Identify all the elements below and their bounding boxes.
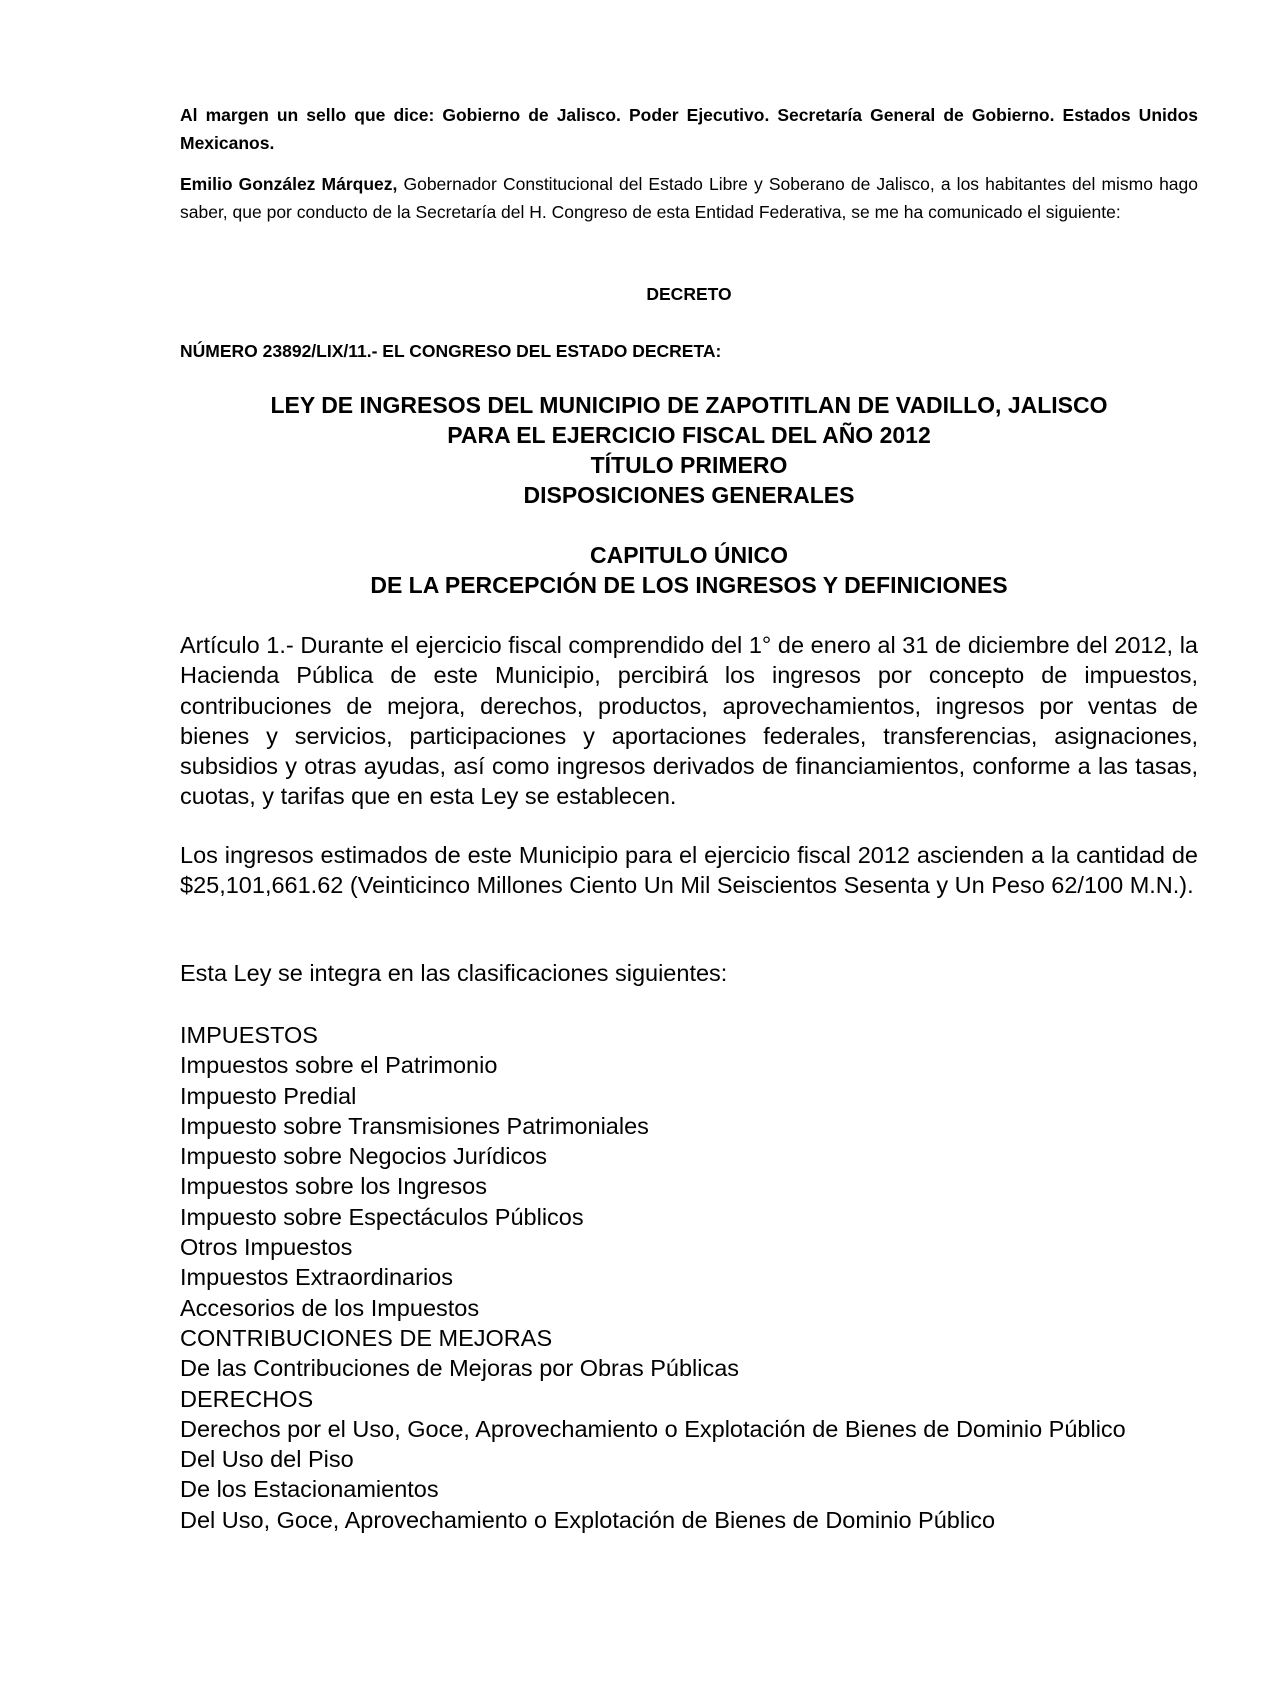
list-item: Derechos por el Uso, Goce, Aprovechamiento o Explotación de Bienes de Dominio Público <box>180 1415 1126 1442</box>
decree-number: NÚMERO 23892/LIX/11.- EL CONGRESO DEL ESTADO DECRETA: <box>180 341 722 361</box>
list-item: De las Contribuciones de Mejoras por Obras Públicas <box>180 1355 740 1382</box>
list-item: Impuesto sobre Negocios Jurídicos <box>180 1143 548 1170</box>
income-estimate: Los ingresos estimados de este Municipio para el ejercicio fiscal 2012 ascienden a la cantidad de $25,101,661.62 (Veinticinco Millones Ciento Un Mil Seiscientos Sesenta y Un Peso 62/100 M.N.). <box>180 842 1198 899</box>
law-title-line-4: DISPOSICIONES GENERALES <box>523 482 855 508</box>
list-item: Impuesto sobre Transmisiones Patrimoniales <box>180 1112 649 1139</box>
list-item: Impuesto Predial <box>180 1082 357 1109</box>
list-item: Impuestos Extraordinarios <box>180 1264 453 1291</box>
list-item: Del Uso del Piso <box>180 1446 354 1473</box>
list-item: Accesorios de los Impuestos <box>180 1294 480 1321</box>
list-item: DERECHOS <box>180 1385 314 1412</box>
list-item: Del Uso, Goce, Aprovechamiento o Explotación de Bienes de Dominio Público <box>180 1506 996 1533</box>
seal-note: Al margen un sello que dice: Gobierno de Jalisco. Poder Ejecutivo. Secretaría General de Gobierno. Estados Unidos Mexicanos. <box>180 105 1198 153</box>
chapter-title-line-1: CAPITULO ÚNICO <box>589 542 789 568</box>
classifications-intro: Esta Ley se integra en las clasificaciones siguientes: <box>180 960 728 986</box>
chapter-title <box>180 540 1198 600</box>
governor-text: Gobernador Constitucional del Estado Libre y Soberano de Jalisco, a los habitantes del mismo hago saber, que por conducto de la Secretaría del H. Congreso de esta Entidad Federativa, se me ha comunicado el siguiente: <box>180 174 1198 222</box>
article-1: Artículo 1.- Durante el ejercicio fiscal comprendido del 1° de enero al 31 de diciembre del 2012, la Hacienda Pública de este Municipio, percibirá los ingresos por concepto de impuestos, contribuciones de mejora, derechos, productos, aprovechamientos, ingresos por ventas de bienes y servicios, participaciones y aportaciones federales, transferencias, asignaciones, subsidios y otras ayudas, así como ingresos derivados de financiamientos, conforme a las tasas, cuotas, y tarifas que en esta Ley se establecen. <box>180 632 1198 810</box>
list-item: IMPUESTOS <box>180 1022 318 1048</box>
law-title-line-1: LEY DE INGRESOS DEL MUNICIPIO DE ZAPOTITLAN DE VADILLO, JALISCO <box>270 392 1108 418</box>
list-item: Impuesto sobre Espectáculos Públicos <box>180 1203 584 1230</box>
classification-list <box>180 1020 1198 1535</box>
list-item: Impuestos sobre el Patrimonio <box>180 1052 498 1079</box>
chapter-title-line-2: DE LA PERCEPCIÓN DE LOS INGRESOS Y DEFINICIONES <box>370 572 1008 598</box>
list-item: Otros Impuestos <box>180 1234 353 1261</box>
law-title-line-3: TÍTULO PRIMERO <box>590 452 788 478</box>
law-title <box>180 390 1198 510</box>
law-title-line-2: PARA EL EJERCICIO FISCAL DEL AÑO 2012 <box>447 422 931 448</box>
governor-paragraph <box>180 170 1198 226</box>
list-item: De los Estacionamientos <box>180 1476 439 1503</box>
governor-name: Emilio González Márquez, <box>180 174 398 194</box>
list-item: Impuestos sobre los Ingresos <box>180 1173 487 1200</box>
list-item: CONTRIBUCIONES DE MEJORAS <box>180 1324 553 1351</box>
decree-heading: DECRETO <box>646 284 732 304</box>
